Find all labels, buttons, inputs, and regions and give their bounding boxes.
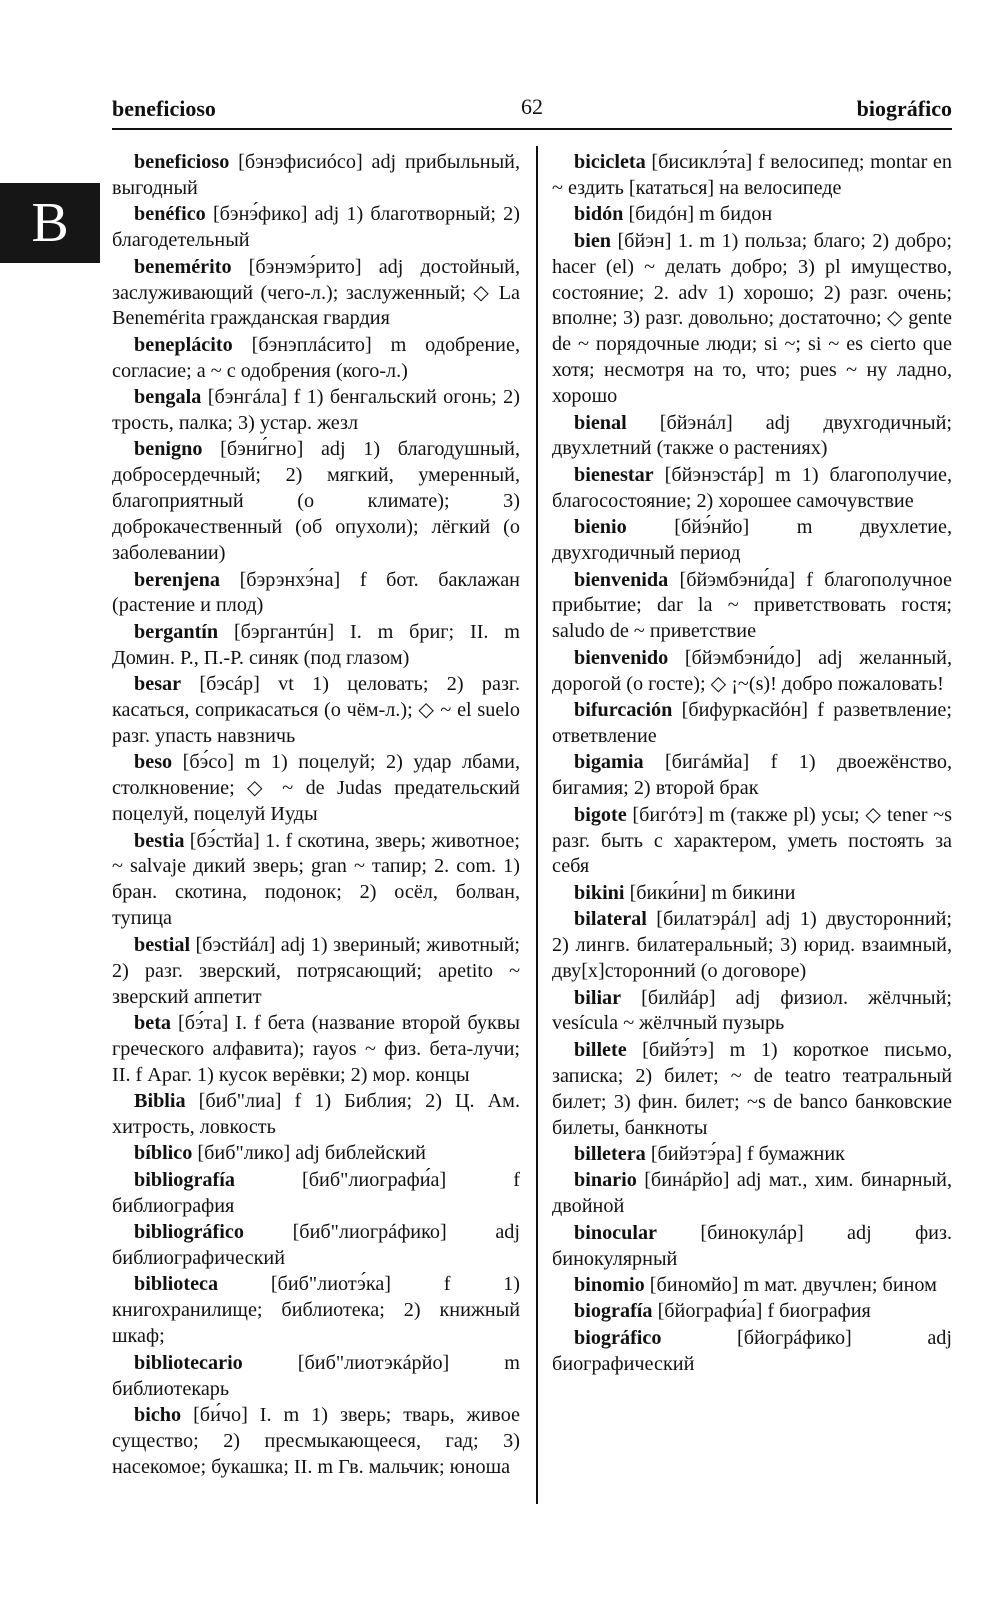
entry-headword: binomio	[574, 1273, 645, 1296]
dictionary-entry	[552, 1326, 952, 1378]
entry-definition: [бэнэфисиóсо] adj прибыльный, выгодный	[112, 151, 520, 199]
entry-definition: [бигáмйа] f 1) двоежёнство, бигамия; 2) второй брак	[552, 751, 952, 800]
entry-headword: bestial	[134, 933, 191, 956]
entry-definition: [бидóн] m бидон	[623, 203, 773, 226]
entry-definition: [бэнэмэ́рито] adj достойный, заслуживающий (чего-л.); заслуженный; ◇ La Benemérita гражданская гвардия	[112, 255, 520, 330]
entry-definition: [биб"лиогрáфико] adj библиографический	[112, 1221, 520, 1270]
dictionary-entry	[112, 150, 520, 202]
dictionary-entry	[552, 1038, 952, 1142]
entry-definition: [бэ́стйа] 1. f скотина, зверь; животное; ~ salvaje дикий зверь; gran ~ тапир; 2. com. 1) бран. скотина, подонок; 2) осёл, болван, тупица	[112, 829, 520, 930]
entry-definition: [бэ́со] m 1) поцелуй; 2) удар лбами, столкновение; ◇ ~ de Judas предательский поцелуй, поцелуй Иуды	[112, 751, 520, 826]
dictionary-entry	[112, 672, 520, 750]
dictionary-entry	[552, 202, 952, 228]
entry-headword: bifurcación	[574, 699, 673, 722]
entry-definition: [бйэн] 1. m 1) польза; благо; 2) добро; hacer (el) ~ делать добро; 3) pl имущество, состояние; 2. adv 1) хорошо; 2) разг. очень; вполне; 3) разг. довольно; достаточно; ◇ gente de ~ порядочные люди; si ~; si ~ es cierto que хотя; несмотря на то, что; pues ~ ну ладно, хорошо	[552, 229, 952, 408]
dictionary-entry	[112, 620, 520, 672]
entry-headword: beneficioso	[134, 151, 230, 173]
entry-headword: Biblia	[134, 1090, 186, 1113]
entry-headword: bikini	[574, 881, 625, 904]
dictionary-entry	[552, 568, 952, 646]
entry-headword: bigote	[574, 803, 627, 826]
entry-headword: bibliotecario	[134, 1351, 243, 1374]
entry-headword: berenjena	[134, 568, 220, 591]
entry-headword: besar	[134, 673, 182, 696]
dictionary-entry	[112, 333, 520, 385]
dictionary-entry	[552, 1299, 952, 1325]
entry-definition: [биб"лиографи́а] f библиография	[112, 1168, 520, 1217]
entry-headword: bigamia	[574, 751, 644, 774]
dictionary-entry	[112, 1168, 520, 1220]
entry-headword: bestia	[134, 829, 185, 852]
entry-headword: benéfico	[134, 203, 206, 226]
entry-headword: benemérito	[134, 255, 232, 278]
dictionary-entry	[552, 229, 952, 410]
dictionary-entry	[112, 1089, 520, 1141]
entry-headword: bienio	[574, 516, 627, 539]
entry-definition: [бинáрйо] adj мат., хим. бинарный, двойной	[552, 1169, 952, 1218]
entry-headword: bibliografía	[134, 1168, 235, 1191]
entry-headword: biografía	[574, 1300, 653, 1323]
entry-headword: bibliográfico	[134, 1221, 244, 1244]
dictionary-entry	[552, 646, 952, 698]
dictionary-entry	[112, 568, 520, 620]
dictionary-entry	[112, 829, 520, 933]
entry-definition: [бинокулáр] adj физ. бинокулярный	[552, 1221, 952, 1270]
dictionary-entry	[552, 803, 952, 881]
entry-definition: [бйэнэстáр] m 1) благополучие, благосостояние; 2) хорошее самочувствие	[552, 463, 952, 512]
dictionary-entry	[112, 750, 520, 828]
entry-headword: bicho	[134, 1404, 182, 1426]
entry-definition: [биномйо] m мат. двучлен; бином	[644, 1273, 937, 1296]
entry-definition: [бэсáр] vt 1) целовать; 2) разг. касаться, соприкасаться (о чём-л.); ◇ ~ el suelo разг. упасть навзничь	[112, 673, 520, 747]
running-head-left: beneficioso	[112, 96, 216, 121]
entry-definition: [бийэтэ́ра] f бумажник	[645, 1142, 845, 1165]
entry-headword: beta	[134, 1011, 172, 1034]
dictionary-entry	[552, 1221, 952, 1273]
entry-definition: [бики́ни] m бикини	[624, 881, 796, 904]
entry-headword: binario	[574, 1169, 637, 1192]
entry-headword: bienvenida	[574, 568, 669, 591]
entry-definition: [билйáр] adj физиол. жёлчный; vesícula ~ жёлчный пузырь	[552, 986, 952, 1035]
entry-headword: billetera	[574, 1142, 646, 1165]
entry-headword: biblioteca	[134, 1273, 219, 1296]
entry-definition: [бэрэнхэ́на] f бот. баклажан (растение и плод)	[112, 568, 520, 617]
entry-definition: [биб"лиотэкáрйо] m библиотекарь	[112, 1351, 520, 1400]
dictionary-entry	[552, 463, 952, 515]
entry-headword: bidón	[574, 203, 624, 226]
entry-headword: bilateral	[574, 908, 647, 931]
dictionary-entry	[552, 1273, 952, 1299]
entry-definition: [бэнэплáсито] m одобрение, согласие; a ~ с одобрения (кого-л.)	[112, 333, 520, 382]
entry-headword: beso	[134, 751, 173, 774]
dictionary-entry	[112, 255, 520, 333]
dictionary-entry	[552, 881, 952, 907]
entry-headword: bienal	[574, 411, 627, 434]
dictionary-entry	[112, 1403, 520, 1481]
entry-definition: [бэстйáл] adj 1) звериный; животный; 2) разг. зверский, потрясающий; apetito ~ зверский аппетит	[112, 933, 520, 1008]
entry-definition: [бйэмбэни́до] adj желанный, дорогой (о госте); ◇ ¡~(s)! добро пожаловать!	[552, 646, 952, 695]
entry-definition: [бэнгáла] f 1) бенгальский огонь; 2) трость, палка; 3) устар. жезл	[112, 386, 520, 435]
entry-headword: bicicleta	[574, 151, 646, 173]
entry-definition: [бйографи́а] f биография	[652, 1300, 871, 1323]
dictionary-entry	[552, 1142, 952, 1168]
entry-headword: bienvenido	[574, 646, 669, 669]
entry-definition: [бийэ́тэ] m 1) короткое письмо, записка; 2) билет; ~ de teatro театральный билет; 3) фин. билет; ~s de banco банковские билеты, банкноты	[552, 1038, 952, 1139]
dictionary-entry	[552, 1168, 952, 1220]
dictionary-entry	[552, 750, 952, 802]
dictionary-entry	[552, 515, 952, 567]
entry-definition: [бэ́та] I. f бета (название второй буквы греческого алфавита); rayos ~ физ. бета-лучи; II. f Араг. 1) кусок верёвки; 2) мор. концы	[112, 1011, 520, 1086]
dictionary-entry	[112, 933, 520, 1011]
dictionary-entry	[112, 202, 520, 254]
entry-headword: biográfico	[574, 1326, 662, 1349]
entry-definition: [биб"лиотэ́ка] f 1) книгохранилище; библиотека; 2) книжный шкаф;	[112, 1273, 520, 1348]
dictionary-entry	[112, 385, 520, 437]
entry-headword: binocular	[574, 1221, 658, 1244]
entry-headword: benigno	[134, 438, 203, 461]
dictionary-entry	[552, 150, 952, 202]
column-divider	[536, 146, 538, 1504]
dictionary-entry	[112, 1351, 520, 1403]
dictionary-entry	[552, 907, 952, 985]
entry-definition: [бйэмбэни́да] f благополучное прибытие; dar la ~ приветствовать гостя; saludo de ~ приветствие	[552, 568, 952, 643]
entry-headword: bíblico	[134, 1142, 193, 1165]
entry-definition: [би́чо] I. m 1) зверь; тварь, живое существо; 2) пресмыкающееся, гад; 3) насекомое; букашка; II. m Гв. мальчик; юноша	[112, 1404, 520, 1478]
dictionary-entry	[112, 1220, 520, 1272]
entry-headword: bienestar	[574, 463, 654, 486]
entry-headword: biliar	[574, 986, 622, 1009]
entry-definition: [бэнэ́фико] adj 1) благотворный; 2) благодетельный	[112, 203, 520, 252]
right-column	[552, 150, 952, 1378]
entry-headword: bergantín	[134, 620, 219, 643]
dictionary-entry	[112, 1272, 520, 1350]
dictionary-entry	[552, 411, 952, 463]
entry-definition: [бэни́гно] adj 1) благодушный, добросердечный; 2) мягкий, умеренный, благоприятный (о климате); 3) доброкачественный (об опухоли); лёгкий (о заболевании)	[112, 438, 520, 565]
entry-definition: [бйэ́нйо] m двухлетие, двухгодичный период	[552, 516, 952, 565]
dictionary-entry	[112, 1141, 520, 1167]
page-header	[112, 92, 952, 130]
entry-definition: [бйогрáфико] adj биографический	[552, 1326, 952, 1375]
dictionary-entry	[552, 986, 952, 1038]
entry-definition: [бйэнáл] adj двухгодичный; двухлетний (также о растениях)	[552, 411, 952, 460]
dictionary-entry	[112, 1011, 520, 1089]
entry-definition: [бэргантúн] I. m бриг; II. m Домин. Р., П.-Р. синяк (под глазом)	[112, 620, 520, 669]
entry-headword: bengala	[134, 386, 202, 409]
entry-definition: [биб"лиа] f 1) Библия; 2) Ц. Ам. хитрость, ловкость	[112, 1090, 520, 1139]
entry-definition: [бигóтэ] m (также pl) усы; ◇ tener ~s разг. быть с характером, уметь постоять за себя	[552, 803, 952, 878]
entry-definition: [биб"лико] adj библейский	[192, 1142, 426, 1165]
letter-thumb-tab: B	[0, 183, 100, 263]
dictionary-entry	[112, 437, 520, 567]
entry-headword: bien	[574, 229, 612, 252]
running-head-right: biográfico	[856, 96, 952, 121]
dictionary-entry	[552, 698, 952, 750]
page-number: 62	[513, 94, 551, 120]
left-column	[112, 150, 520, 1481]
entry-headword: billete	[574, 1038, 627, 1061]
entry-definition: [бисиклэ́та] f велосипед; montar en ~ ездить [кататься] на велосипеде	[552, 151, 952, 199]
entry-definition: [бифуркасйóн] f разветвление; ответвление	[552, 699, 952, 747]
entry-headword: beneplácito	[134, 333, 233, 356]
entry-definition: [билатэрáл] adj 1) двусторонний; 2) лингв. билатеральный; 3) юрид. взаимный, дву[х]сторонний (о договоре)	[552, 908, 952, 983]
